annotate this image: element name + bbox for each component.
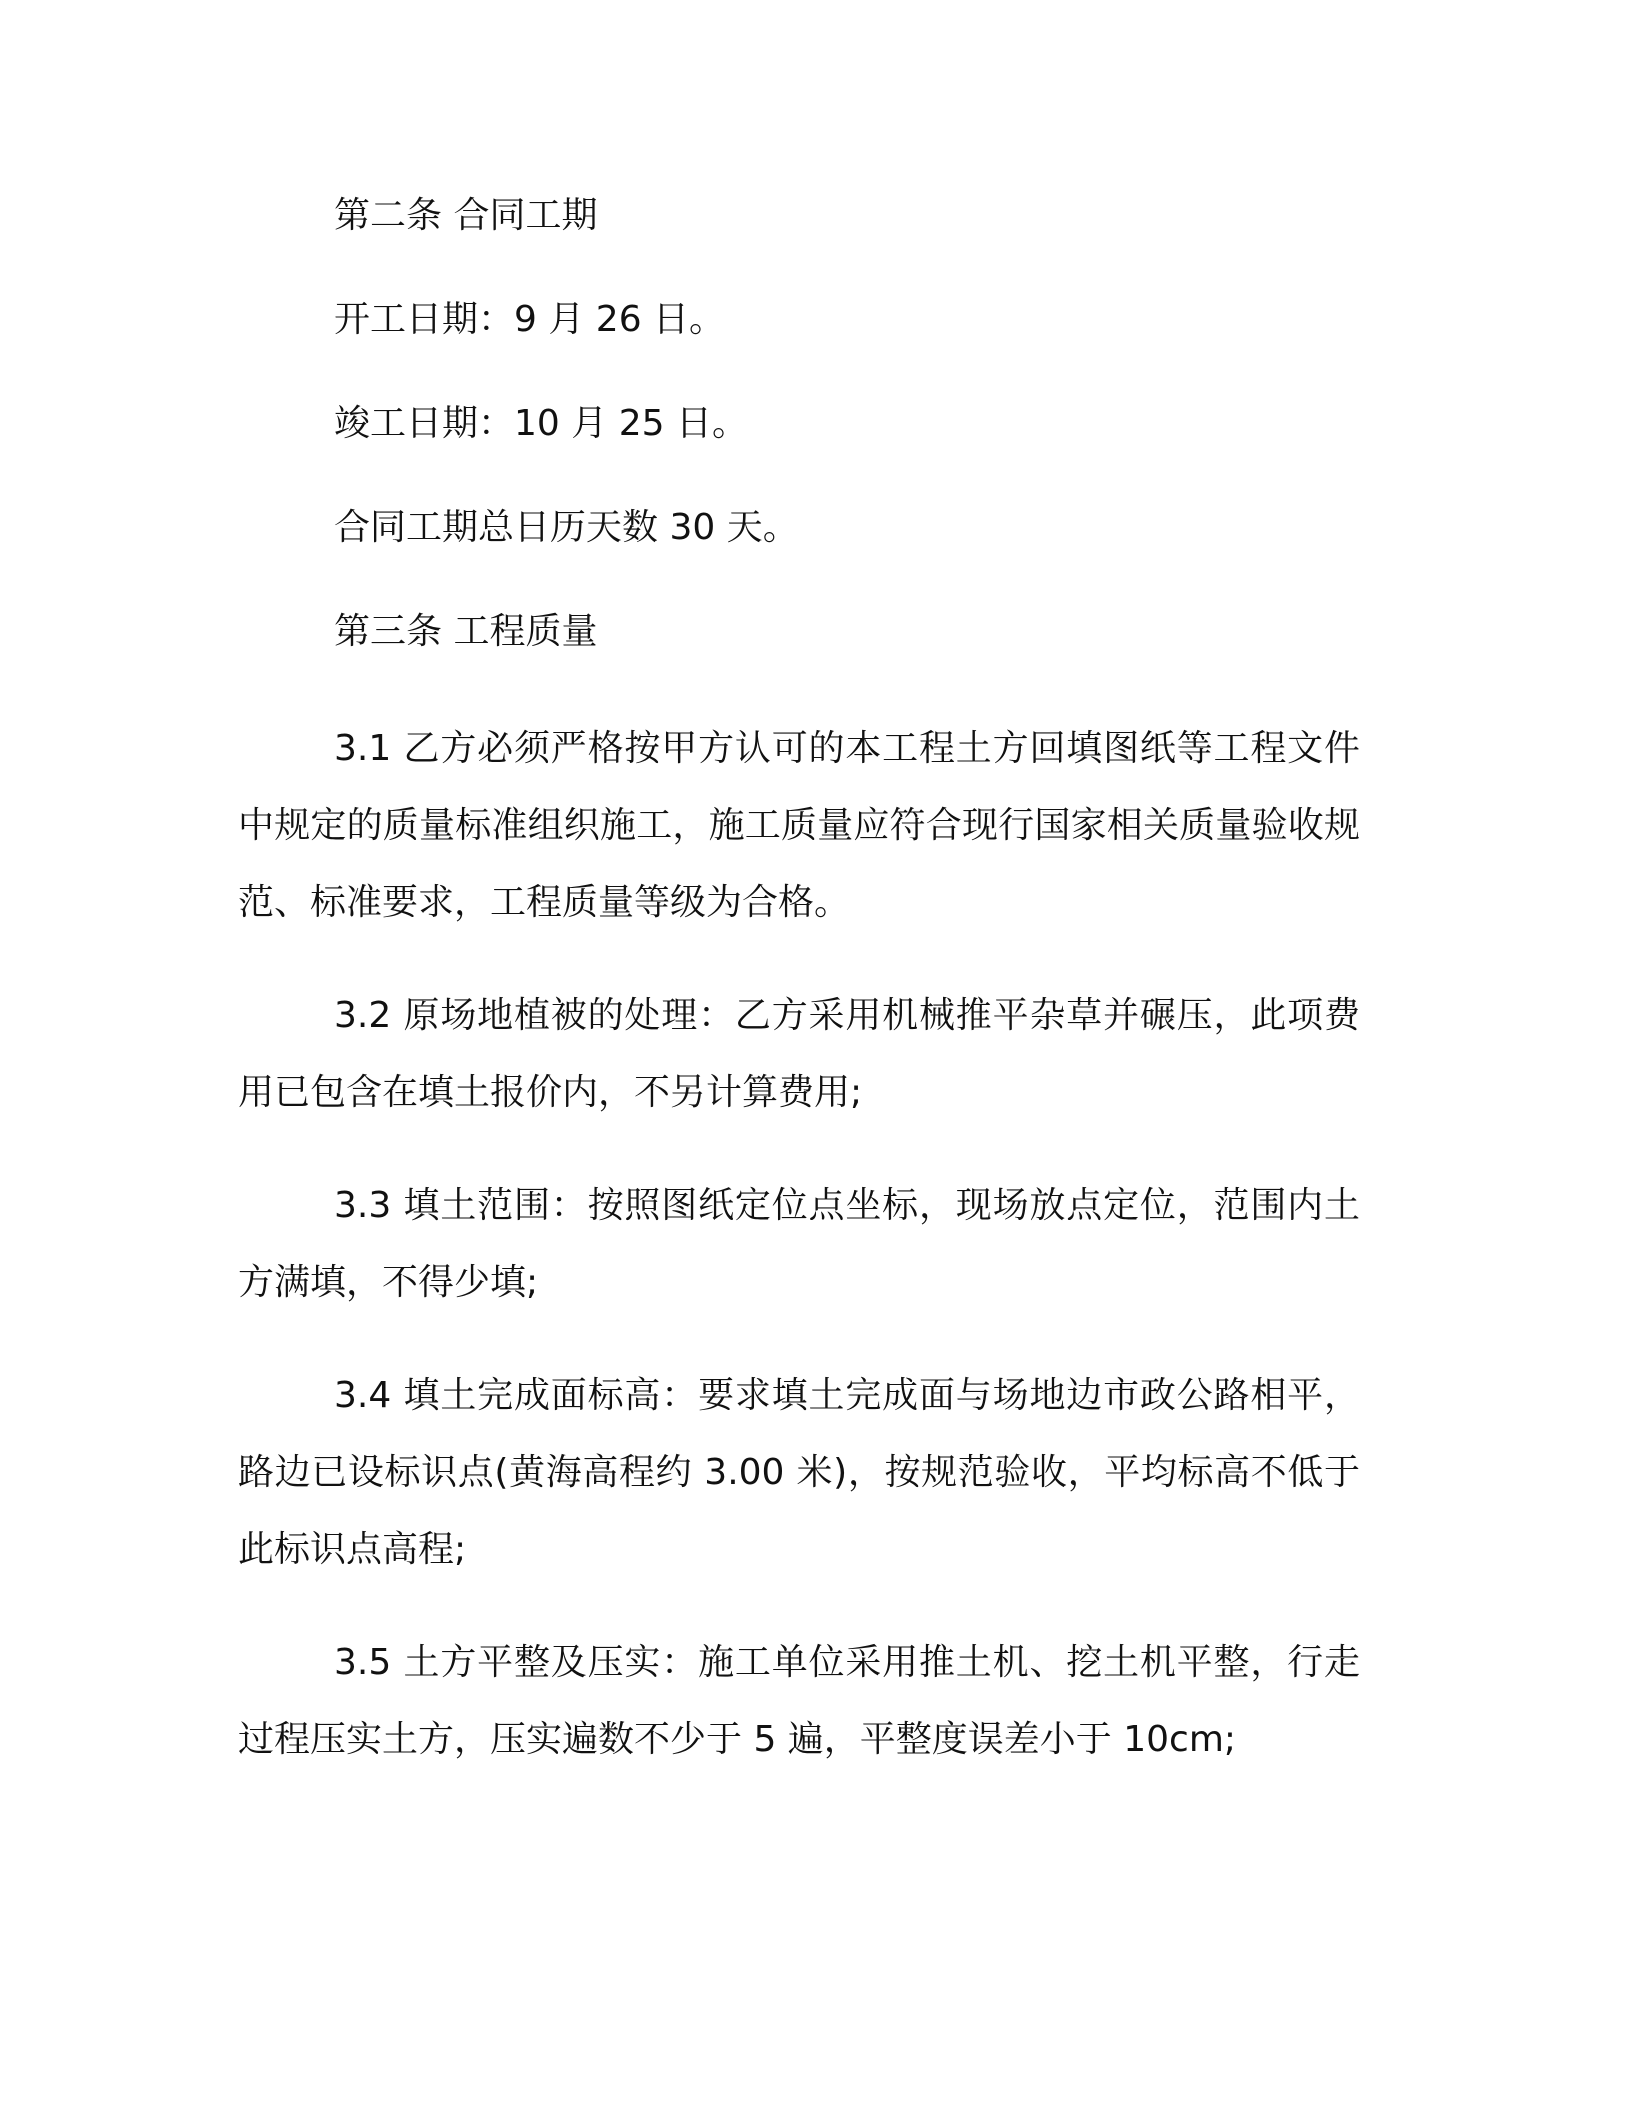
article-3-heading: 第三条 工程质量 — [334, 611, 598, 652]
clause-3-2: 3.2 原场地植被的处理：乙方采用机械推平杂草并碾压，此项费用已包含在填土报价内，不另计算费用; — [238, 995, 1360, 1113]
article-2-heading: 第二条 合同工期 — [334, 195, 598, 236]
clause-3-4: 3.4 填土完成面标高：要求填土完成面与场地边市政公路相平，路边已设标识点(黄海高程约 3.00 米)，按规范验收，平均标高不低于此标识点高程; — [238, 1375, 1360, 1570]
start-date-line: 开工日期：9 月 26 日。 — [334, 299, 726, 340]
clause-3-1: 3.1 乙方必须严格按甲方认可的本工程土方回填图纸等工程文件中规定的质量标准组织施工，施工质量应符合现行国家相关质量验收规范、标准要求，工程质量等级为合格。 — [238, 728, 1360, 923]
finish-date-line: 竣工日期：10 月 25 日。 — [334, 403, 748, 444]
document-body — [238, 190, 1360, 1814]
clause-3-3: 3.3 填土范围：按照图纸定位点坐标，现场放点定位，范围内土方满填，不得少填; — [238, 1185, 1360, 1303]
clause-3-5: 3.5 土方平整及压实：施工单位采用推土机、挖土机平整，行走过程压实土方，压实遍数不少于 5 遍，平整度误差小于 10cm; — [238, 1642, 1360, 1760]
total-days-line: 合同工期总日历天数 30 天。 — [334, 507, 799, 548]
